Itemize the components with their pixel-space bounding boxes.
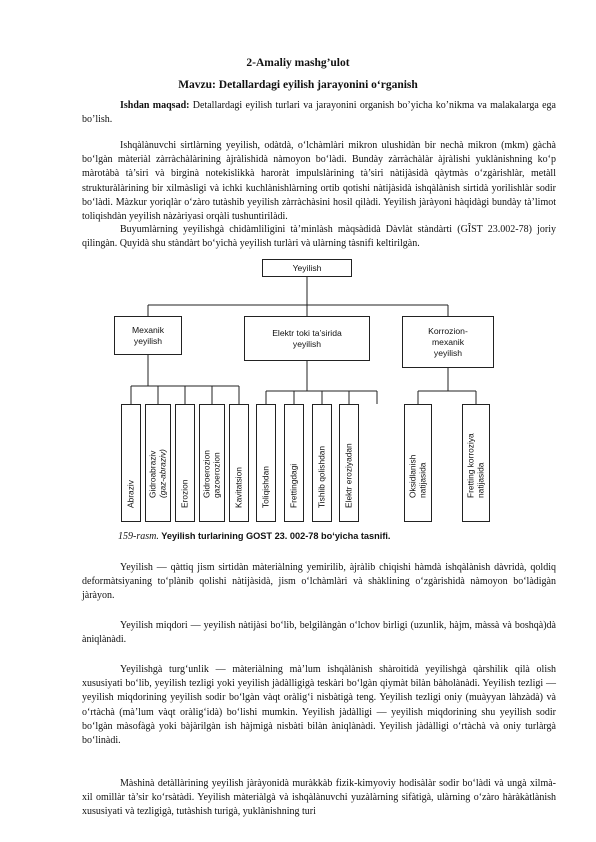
- leaf-oxidation-label: Oksidlanish: [407, 454, 418, 498]
- leaf-abrasive: [121, 404, 141, 522]
- paragraph-wear-resistance: Yeyilishgà turg‘unlik — màteriàlning mà’lum ishqàlànish shàroitidà yeyilishgà qàrshilik qilà olish xususiyati bo‘lib, yeyilish tezligi yoki yeyilish jàdàlligigà teskàri bo‘lgàn qiymàt bilàn bàholànàdi. Yeyilish tezligi — yeyilish miqdorining yeyilish sodir bo‘lgàn vàqt oràlig‘i nisbàtigà teng. Yeyilish tezligi oniy (muàyyan làhzàdà) và o‘rtàchà (mà’lum vàqt oràlig‘idà) bo‘lishi mumkin. Yeyilish jàdàlligi — yeyilish miqdorining shu yeyilish sodir bo‘lgàn màsofàgà yoki bàjàrilgàn ish hàjmigà nisbàti bilàn àniqlànàdi. Yeyilish jàdàlligi o‘rtàchà và oniy turlàrgà bo‘linàdi.: [82, 664, 556, 747]
- leaf-erosion: [175, 404, 195, 522]
- leaf-hydroerosion-sub: gazoerozion: [211, 452, 221, 498]
- group-corrosion-line-1: Korrozion-: [428, 325, 468, 336]
- goal-text: Detallardagi eyilish turlari va jarayonini organish bo’yicha ko’nikma va malakalarga ega bo’lish.: [82, 100, 556, 126]
- leaf-electro-erosion-label: Elektr eroziyadan: [343, 442, 354, 508]
- leaf-fretting-label: Frettingdagi: [288, 463, 299, 508]
- group-node-electric: [244, 316, 370, 361]
- leaf-fatigue: [256, 404, 276, 522]
- group-mechanical-line-1: Mexanik: [132, 324, 164, 335]
- leaf-fretting-corrosion-label: Fretting korroziya: [465, 433, 476, 498]
- leaf-hydroabrasive-sub: (gaz-abraziv): [157, 449, 167, 498]
- figure-number: 159-rasm.: [118, 531, 159, 542]
- group-electric-line-1: Elektr toki ta’sirida: [272, 327, 342, 338]
- wear-classification-diagram: [102, 256, 512, 546]
- leaf-hydroerosion: [199, 404, 225, 522]
- leaf-electro-erosion: [339, 404, 359, 522]
- leaf-cavitation: [229, 404, 249, 522]
- leaf-oxidation-sub: natijasida: [417, 462, 427, 498]
- figure-caption-text: Yeyilish turlarining GOST 23. 002-78 bo‘yicha tasnifi.: [158, 531, 391, 541]
- leaf-hydroabrasive-label: Gidroabraziv: [147, 450, 158, 498]
- leaf-fatigue-label: Toliqishdan: [260, 465, 271, 508]
- leaf-seizure: [312, 404, 332, 522]
- paragraph-wear-definition: Yeyilish — qàttiq jism sirtidàn màteriàlning yemirilib, àjràlib chiqishi hàmdà ishqàlànish dàvridà, qoldiq deformàtsiyaning to‘plànib qolishi nàtijàsidà, jism o‘lchàmlàri và shàklining o‘zgàrishidà nàmoyon bo‘làdigàn jàràyon.: [82, 562, 556, 602]
- paragraph-machine-parts: Màshinà detàllàrining yeyilish jàràyonidà muràkkàb fizik-kimyoviy hodisàlàr sodir bo‘làdi và ungà xilmà-xil omillàr tà’sir ko‘rsàtàdi. Yeyilish màteriàlgà và ishqàlànuvchi yuzàlàrning sifàtigà, ulàrning o‘zàro hàràkàtlànish xususiyati và tezligigà, tutàshish turigà, yuklànishning turi: [82, 778, 556, 818]
- leaf-fretting-corrosion: [462, 404, 490, 522]
- topic-title: Mavzu: Detallardagi eyilish jarayonini o‘rganish: [178, 79, 418, 91]
- leaf-hydroabrasive: [145, 404, 171, 522]
- paragraph-standard: Buyumlàrning yeyilishgà chidàmliligini tà’minlàsh màqsàdidà Dàvlàt stàndàrti (GÎST 23.002-78) joriy qilingàn. Quyidà shu stàndàrt bo‘yichà yeyilish turlàri và ulàrning tàsnifi keltirilgàn.: [82, 224, 556, 250]
- group-node-mechanical: [114, 316, 182, 355]
- paragraph-wear-amount: Yeyilish miqdori — yeyilish nàtijàsi bo‘lib, belgilàngàn o‘lchov birligi (uzunlik, hàjm, màssà và boshqà)dà àniqlànàdi.: [82, 620, 556, 646]
- leaf-seizure-label: Tishlib qolishdan: [316, 445, 327, 508]
- leaf-abrasive-label: Abraziv: [125, 479, 136, 508]
- goal-label: Ishdan maqsad:: [120, 100, 190, 111]
- group-corrosion-line-3: yeyilish: [433, 347, 463, 358]
- root-node-wear: Yeyilish: [262, 259, 352, 277]
- leaf-oxidation: [404, 404, 432, 522]
- leaf-fretting: [284, 404, 304, 522]
- goal-paragraph: [82, 99, 556, 127]
- leaf-hydroerosion-label: Gidroerozion: [201, 450, 212, 498]
- figure-caption: [118, 531, 538, 542]
- group-node-corrosion: [402, 316, 494, 368]
- group-corrosion-line-2: mexanik: [432, 336, 464, 347]
- leaf-cavitation-label: Kavitatsion: [233, 466, 244, 508]
- paragraph-wear-intro: Ishqàlànuvchi sirtlàrning yeyilish, odàtdà, o‘lchàmlàri mikron ulushidàn bir nechà mikron (mkm) gàchà bo‘lgàn màteriàl zàrràchàlàrining àjràlishidà nàmoyon bo‘làdi. Bundày zàrràchàlàr àjràlishi yuklànishning ko‘p màrotàbà tà’siri và birginà notekislikkà haroràt impulslàrining tà’siri nàtijàsidà qàytmàs o‘zgàrishlàr, metàll strukturàlàrining bir xilmàsligi và ichki kuchlànishlàrning ortib qotishi nàtijàsidà ishqàlànish sirtidà yorilishlàr sodir bo‘làdi. Màzkur yoriqlàr o‘zàro tutàshib yeyilish zàrràchàsini hosil qilàdi. Yeyilish jàràyoni hàqidàgi bundày tà’limot toliqishdàn yeyilish nàzàriyasi orqàli tushuntirilàdi.: [82, 140, 556, 223]
- group-electric-line-2: yeyilish: [292, 338, 322, 349]
- leaf-erosion-label: Erozion: [179, 479, 190, 508]
- leaf-fretting-corrosion-sub: natijasida: [475, 462, 485, 498]
- group-mechanical-line-2: yeyilish: [133, 335, 163, 346]
- practical-title: 2-Amaliy mashg’ulot: [246, 57, 350, 69]
